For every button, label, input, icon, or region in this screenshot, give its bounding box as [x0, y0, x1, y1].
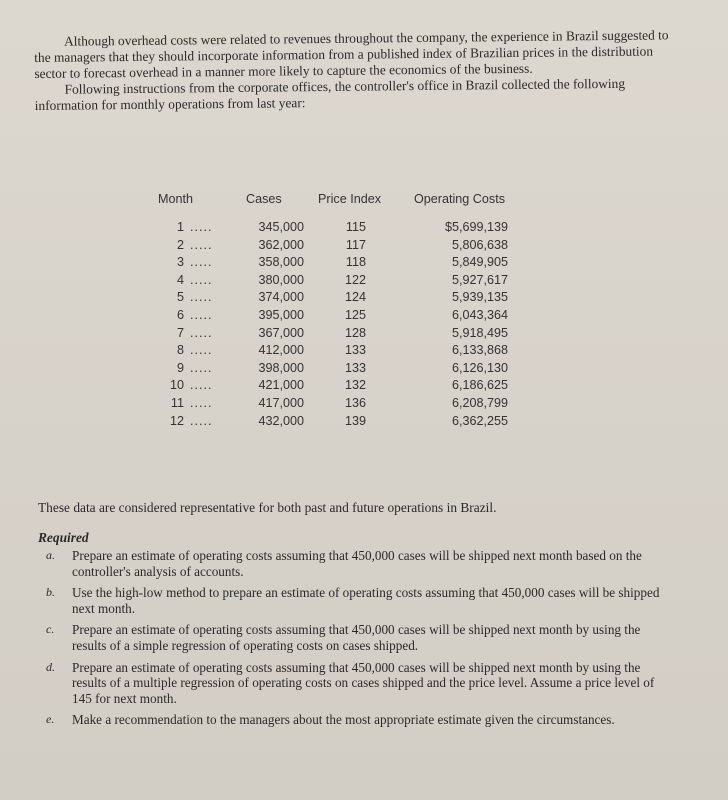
table-row	[150, 414, 550, 432]
cell-month: 4	[176, 272, 184, 287]
table-row	[150, 290, 550, 308]
representative-note: These data are considered representative for both past and future operations in Brazil.	[38, 500, 497, 515]
leader-dots: .....	[190, 395, 213, 410]
cell-month: 1	[176, 220, 184, 234]
cell-cases: 362,000	[258, 237, 304, 252]
item-text: Make a recommendation to the managers about the most appropriate estimate given the circumstances.	[72, 712, 615, 728]
item-text: Prepare an estimate of operating costs assuming that 450,000 cases will be shipped next month based on the controller's analysis of accounts.	[72, 548, 642, 579]
cell-cases: 412,000	[258, 343, 304, 358]
cell-cases: 398,000	[258, 360, 304, 375]
cell-month: 6	[176, 307, 184, 322]
cell-month: 5	[176, 290, 184, 305]
leader-dots: .....	[190, 255, 213, 270]
monthly-operations-table	[150, 186, 550, 431]
leader-dots: .....	[190, 307, 213, 322]
list-item	[38, 585, 668, 616]
leader-dots: .....	[190, 360, 213, 375]
cell-cases: 432,000	[258, 413, 304, 428]
cell-operating-costs: 5,806,638	[451, 237, 508, 252]
table-row	[150, 326, 550, 344]
item-text: Prepare an estimate of operating costs assuming that 450,000 cases will be shipped next month by using the results of a simple regression of operating costs on cases shipped.	[72, 622, 641, 653]
cell-price-index: 132	[344, 378, 366, 393]
cell-cases: 367,000	[258, 325, 304, 340]
cell-operating-costs: 6,362,255	[451, 413, 508, 428]
item-label: e.	[46, 712, 55, 727]
intro-paragraph-2: Following instructions from the corporate offices, the controller's office in Brazil collected the following information for monthly operations from last year:	[34, 75, 626, 113]
intro-paragraph-1: Although overhead costs were related to revenues throughout the company, the experience in Brazil suggested to the managers that they should incorporate information from a published index of Brazilian prices in the distribution sector to forecast overhead in a manner more likely to capture the economics of the business.	[34, 27, 669, 81]
item-label: b.	[46, 585, 55, 600]
cell-operating-costs: 6,126,130	[451, 360, 508, 375]
requirements-list	[38, 548, 668, 734]
cell-operating-costs: 6,043,364	[451, 307, 508, 322]
cell-month: 11	[170, 395, 184, 410]
cell-cases: 345,000	[258, 220, 304, 234]
table-row	[150, 361, 550, 379]
cell-operating-costs: 5,918,495	[451, 325, 508, 340]
list-item	[38, 660, 668, 707]
leader-dots: .....	[190, 413, 213, 428]
cell-price-index: 128	[344, 325, 366, 340]
cell-cases: 417,000	[258, 395, 304, 410]
table-row	[150, 238, 550, 256]
cell-operating-costs: 5,939,135	[451, 290, 508, 305]
leader-dots: .....	[190, 220, 213, 234]
table-row	[150, 308, 550, 326]
cell-month: 10	[169, 378, 184, 393]
intro-text	[34, 27, 685, 114]
leader-dots: .....	[190, 290, 213, 305]
leader-dots: .....	[190, 343, 213, 358]
header-price-index: Price Index	[318, 192, 381, 206]
table-header	[150, 186, 550, 220]
header-cases: Cases	[246, 192, 282, 206]
cell-operating-costs: 5,927,617	[451, 272, 508, 287]
item-label: d.	[46, 659, 55, 674]
table-body	[150, 220, 550, 431]
table-row	[150, 255, 550, 273]
cell-month: 7	[176, 325, 184, 340]
cell-month: 2	[176, 237, 184, 252]
cell-operating-costs: 6,186,625	[451, 378, 508, 393]
leader-dots: .....	[190, 378, 213, 393]
cell-price-index: 115	[345, 220, 366, 234]
cell-price-index: 139	[344, 413, 366, 428]
cell-price-index: 124	[344, 290, 366, 305]
cell-price-index: 133	[344, 360, 366, 375]
cell-month: 9	[176, 360, 184, 375]
table-row	[150, 220, 550, 238]
list-item	[38, 622, 668, 653]
cell-price-index: 136	[344, 395, 366, 410]
cell-price-index: 122	[344, 272, 366, 287]
header-month: Month	[158, 192, 194, 206]
header-operating-costs: Operating Costs	[414, 192, 505, 206]
item-text: Prepare an estimate of operating costs assuming that 450,000 cases will be shipped next month by using the results of a multiple regression of operating costs on cases shipped and the price level. Assume a price level of 145 for next month.	[72, 659, 655, 706]
cell-operating-costs: 6,208,799	[451, 395, 508, 410]
leader-dots: .....	[190, 237, 213, 252]
leader-dots: .....	[190, 272, 213, 287]
cell-operating-costs: 6,133,868	[451, 343, 508, 358]
item-text: Use the high-low method to prepare an estimate of operating costs assuming that 450,000 cases will be shipped next month.	[72, 585, 660, 616]
required-heading: Required	[38, 530, 89, 545]
table-row	[150, 343, 550, 361]
cell-price-index: 118	[345, 255, 366, 270]
table-row	[150, 396, 550, 414]
cell-operating-costs: 5,849,905	[451, 255, 508, 270]
cell-month: 3	[176, 255, 184, 270]
cell-price-index: 125	[344, 307, 366, 322]
list-item	[38, 712, 668, 728]
cell-price-index: 117	[345, 237, 366, 252]
cell-month: 8	[176, 343, 184, 358]
leader-dots: .....	[190, 325, 213, 340]
cell-month: 12	[169, 413, 184, 428]
cell-cases: 358,000	[258, 255, 304, 270]
item-label: c.	[46, 622, 55, 637]
cell-cases: 380,000	[258, 272, 304, 287]
table-row	[150, 378, 550, 396]
cell-cases: 374,000	[258, 290, 304, 305]
cell-operating-costs: $5,699,139	[444, 220, 508, 234]
cell-cases: 395,000	[258, 307, 304, 322]
cell-price-index: 133	[344, 343, 366, 358]
list-item	[38, 548, 668, 579]
item-label: a.	[46, 548, 55, 562]
cell-cases: 421,000	[258, 378, 304, 393]
table-row	[150, 273, 550, 291]
